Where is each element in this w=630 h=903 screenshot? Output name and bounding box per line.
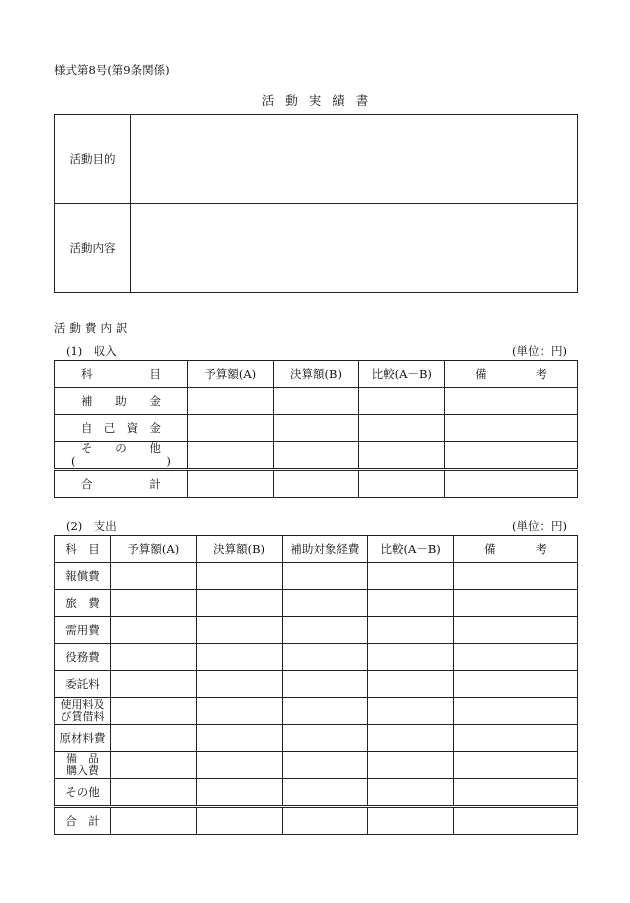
income-remarks-cell[interactable] <box>445 442 578 470</box>
income-budget-cell[interactable] <box>187 388 273 415</box>
cell[interactable] <box>282 563 368 590</box>
cell[interactable] <box>110 590 196 617</box>
cell[interactable] <box>282 779 368 807</box>
label-char: 資 <box>126 421 139 435</box>
cell[interactable] <box>110 725 196 752</box>
content-field[interactable] <box>131 204 578 293</box>
header-settlement: 決算額(B) <box>196 536 282 563</box>
cell[interactable] <box>282 671 368 698</box>
cell[interactable] <box>282 807 368 835</box>
header-subject-2: 目 <box>149 367 161 381</box>
cell[interactable] <box>454 671 578 698</box>
expense-heading: (2) 支出 <box>66 519 117 533</box>
cell[interactable] <box>282 698 368 725</box>
cell[interactable] <box>454 590 578 617</box>
expense-unit: (単位：円) <box>512 519 567 533</box>
cell[interactable] <box>196 563 282 590</box>
expense-total-row <box>55 807 578 835</box>
cell[interactable] <box>110 644 196 671</box>
cell[interactable] <box>196 698 282 725</box>
income-remarks-cell[interactable] <box>445 388 578 415</box>
activity-table <box>54 114 578 293</box>
expense-header-row <box>55 536 578 563</box>
header-remarks-2: 考 <box>535 542 547 556</box>
header-remarks-2: 考 <box>535 367 547 381</box>
cell[interactable] <box>110 563 196 590</box>
cell[interactable] <box>282 590 368 617</box>
cell[interactable] <box>196 590 282 617</box>
income-label <box>55 388 188 415</box>
label-char: の <box>115 441 127 455</box>
income-unit: (単位：円) <box>512 344 567 358</box>
expense-label: 報償費 <box>55 563 111 590</box>
label-char: 助 <box>115 394 127 408</box>
expense-row <box>55 752 578 779</box>
cell[interactable] <box>454 563 578 590</box>
income-settlement-cell[interactable] <box>273 415 359 442</box>
cell[interactable] <box>282 752 368 779</box>
expense-table <box>54 535 578 835</box>
header-subject <box>55 361 188 388</box>
income-row <box>55 388 578 415</box>
income-row <box>55 442 578 470</box>
expense-row <box>55 671 578 698</box>
cell[interactable] <box>368 807 454 835</box>
income-settlement-cell[interactable] <box>273 388 359 415</box>
cell[interactable] <box>368 617 454 644</box>
income-total-remarks[interactable] <box>445 470 578 498</box>
paren-close: ) <box>166 454 171 468</box>
expense-label: 原材料費 <box>55 725 111 752</box>
header-compare: 比較(A－B) <box>359 361 445 388</box>
header-budget: 予算額(A) <box>187 361 273 388</box>
label-line: び賃借料 <box>60 710 105 723</box>
header-remarks <box>454 536 578 563</box>
income-row <box>55 415 578 442</box>
expense-row <box>55 590 578 617</box>
expense-label: その他 <box>55 779 111 807</box>
cell[interactable] <box>454 779 578 807</box>
cell[interactable] <box>196 617 282 644</box>
income-remarks-cell[interactable] <box>445 415 578 442</box>
expense-row <box>55 563 578 590</box>
income-table <box>54 360 578 498</box>
expense-label <box>55 752 111 779</box>
expense-label <box>55 698 111 725</box>
purpose-row <box>55 115 578 204</box>
content-label: 活動内容 <box>55 204 131 293</box>
content-row <box>55 204 578 293</box>
header-budget: 予算額(A) <box>110 536 196 563</box>
cell[interactable] <box>196 725 282 752</box>
cell[interactable] <box>454 752 578 779</box>
income-label <box>55 415 188 442</box>
label-char: 金 <box>149 394 161 408</box>
income-compare-cell[interactable] <box>359 388 445 415</box>
cell[interactable] <box>454 807 578 835</box>
header-remarks-1: 備 <box>475 367 487 381</box>
cell[interactable] <box>368 671 454 698</box>
cell[interactable] <box>368 725 454 752</box>
cell[interactable] <box>110 752 196 779</box>
total-char: 合 <box>81 477 93 491</box>
total-char: 計 <box>149 477 161 491</box>
label-char: 自 <box>81 421 93 435</box>
expense-row <box>55 698 578 725</box>
expense-row <box>55 725 578 752</box>
expense-row <box>55 779 578 807</box>
purpose-field[interactable] <box>131 115 578 204</box>
cell[interactable] <box>196 807 282 835</box>
cell[interactable] <box>368 752 454 779</box>
cell[interactable] <box>368 779 454 807</box>
cell[interactable] <box>282 617 368 644</box>
income-budget-cell[interactable] <box>187 415 273 442</box>
cell[interactable] <box>368 698 454 725</box>
cell[interactable] <box>368 590 454 617</box>
header-remarks-1: 備 <box>484 542 496 556</box>
income-total-label <box>55 470 188 498</box>
cell[interactable] <box>282 725 368 752</box>
cell[interactable] <box>196 752 282 779</box>
cell[interactable] <box>196 671 282 698</box>
cell[interactable] <box>454 617 578 644</box>
cell[interactable] <box>282 644 368 671</box>
document-title: 活動実績書 <box>261 93 380 108</box>
income-total-compare[interactable] <box>359 470 445 498</box>
cell[interactable] <box>196 644 282 671</box>
expense-label: 旅 費 <box>55 590 111 617</box>
header-eligible: 補助対象経費 <box>282 536 368 563</box>
income-settlement-cell[interactable] <box>273 442 359 470</box>
label-line: 購入費 <box>65 764 99 777</box>
cell[interactable] <box>110 807 196 835</box>
label-char: そ <box>81 441 93 455</box>
income-heading: (1) 収入 <box>66 344 117 358</box>
cell[interactable] <box>110 779 196 807</box>
header-subject-1: 科 <box>81 367 93 381</box>
expense-total-label: 合 計 <box>55 807 111 835</box>
paren-open: ( <box>71 454 76 468</box>
cell[interactable] <box>368 563 454 590</box>
cell[interactable] <box>368 644 454 671</box>
header-settlement: 決算額(B) <box>273 361 359 388</box>
cell[interactable] <box>454 644 578 671</box>
label-char: 己 <box>103 421 116 435</box>
label-char: 金 <box>149 421 161 435</box>
income-budget-cell[interactable] <box>187 442 273 470</box>
income-total-settlement[interactable] <box>273 470 359 498</box>
label-line: 備 品 <box>65 752 99 765</box>
expense-row <box>55 617 578 644</box>
cell[interactable] <box>196 779 282 807</box>
income-label <box>55 442 188 470</box>
section-title: 活動費内訳 <box>54 321 132 335</box>
expense-label: 委託料 <box>55 671 111 698</box>
cell[interactable] <box>110 671 196 698</box>
header-compare: 比較(A－B) <box>368 536 454 563</box>
income-header-row <box>55 361 578 388</box>
header-subject: 科 目 <box>55 536 111 563</box>
expense-label: 役務費 <box>55 644 111 671</box>
label-line: 使用料及 <box>60 698 105 711</box>
cell[interactable] <box>454 725 578 752</box>
expense-label: 需用費 <box>55 617 111 644</box>
expense-row <box>55 644 578 671</box>
income-total-budget[interactable] <box>187 470 273 498</box>
cell[interactable] <box>110 617 196 644</box>
label-char: 他 <box>149 441 161 455</box>
cell[interactable] <box>454 698 578 725</box>
label-char: 補 <box>81 394 93 408</box>
purpose-label: 活動目的 <box>55 115 131 204</box>
header-remarks <box>445 361 578 388</box>
cell[interactable] <box>110 698 196 725</box>
form-number: 様式第8号(第9条関係) <box>54 63 170 77</box>
income-total-row <box>55 470 578 498</box>
income-compare-cell[interactable] <box>359 415 445 442</box>
income-compare-cell[interactable] <box>359 442 445 470</box>
